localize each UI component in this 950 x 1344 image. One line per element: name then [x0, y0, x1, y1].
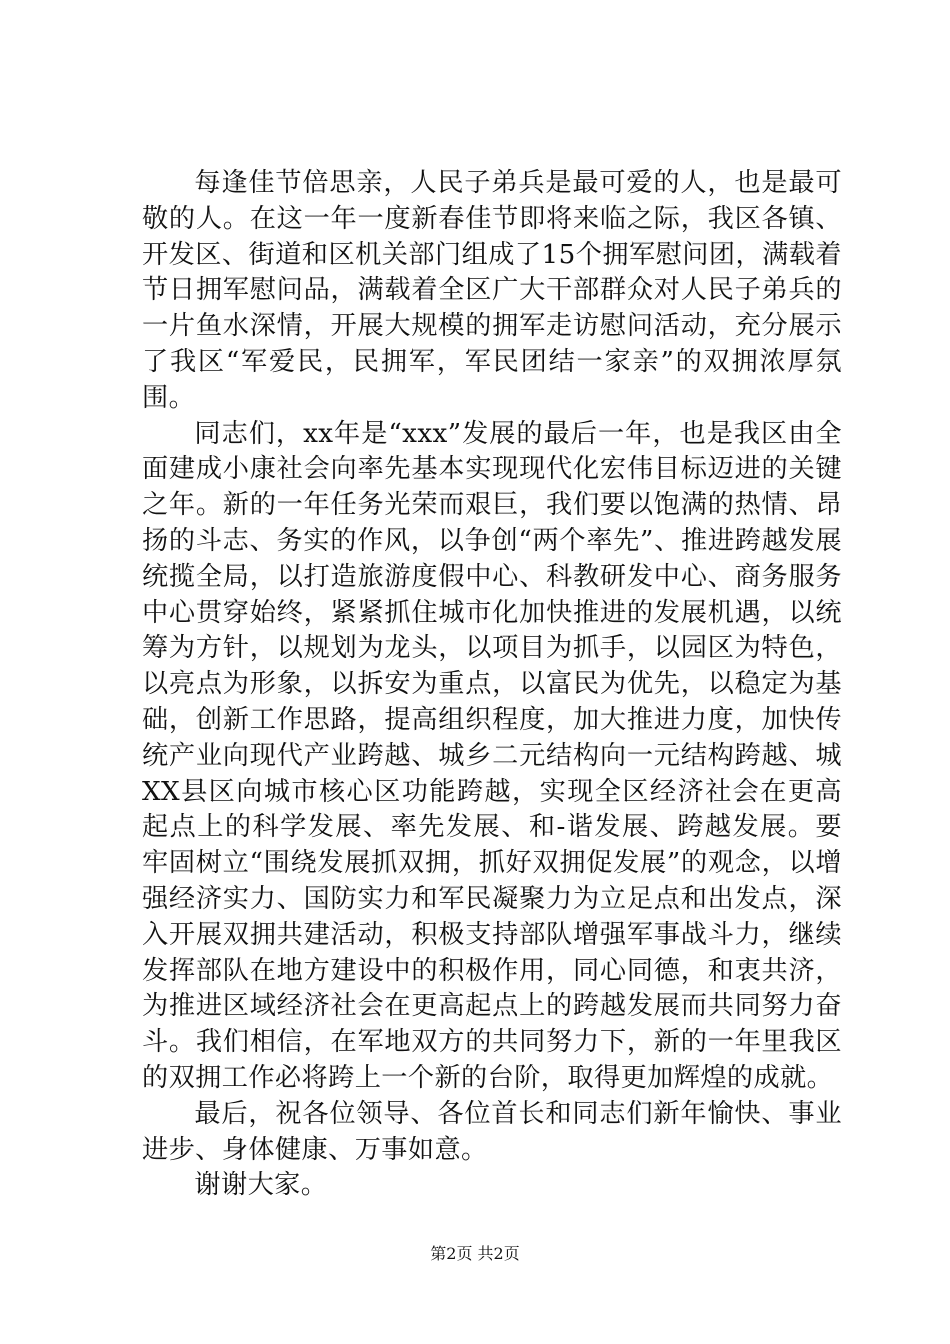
page-footer — [0, 1244, 950, 1264]
paragraph-holiday-greeting: 每逢佳节倍思亲，人民子弟兵是最可爱的人，也是最可敬的人。在这一年一度新春佳节即将来临之际，我区各镇、开发区、街道和区机关部门组成了15个拥军慰问团，满载着节日拥军慰问品，满载着全区广大干部群众对人民子弟兵的一片鱼水深情，开展大规模的拥军走访慰问活动，充分展示了我区“军爱民，民拥军，军民团结一家亲”的双拥浓厚氛围。 — [142, 168, 842, 413]
document-body — [142, 166, 842, 1204]
paragraph-wishes: 最后，祝各位领导、各位首长和同志们新年愉快、事业进步、身体健康、万事如意。 — [142, 1098, 842, 1165]
page-number-label: 第2页 共2页 — [430, 1244, 520, 1263]
paragraph-thanks: 谢谢大家。 — [194, 1170, 328, 1201]
paragraph-goals: 同志们，xx年是“xxx”发展的最后一年，也是我区由全面建成小康社会向率先基本实现现代化宏伟目标迈进的关键之年。新的一年任务光荣而艰巨，我们要以饱满的热情、昂扬的斗志、务实的作风，以争创“两个率先”、推进跨越发展统揽全局，以打造旅游度假中心、科教研发中心、商务服务中心贯穿始终，紧紧抓住城市化加快推进的发展机遇，以统筹为方针，以规划为龙头，以项目为抓手，以园区为特色，以亮点为形象，以拆安为重点，以富民为优先，以稳定为基础，创新工作思路，提高组织程度，加大推进力度，加快传统产业向现代产业跨越、城乡二元结构向一元结构跨越、城XX县区向城市核心区功能跨越，实现全区经济社会在更高起点上的科学发展、率先发展、和-谐发展、跨越发展。要牢固树立“围绕发展抓双拥，抓好双拥促发展”的观念，以增强经济实力、国防实力和军民凝聚力为立足点和出发点，深入开展双拥共建活动，积极支持部队增强军事战斗力，继续发挥部队在地方建设中的积极作用，同心同德，和衷共济，为推进区域经济社会在更高起点上的跨越发展而共同努力奋斗。我们相信，在军地双方的共同努力下，新的一年里我区的双拥工作必将跨上一个新的台阶，取得更加辉煌的成就。 — [142, 418, 842, 1093]
